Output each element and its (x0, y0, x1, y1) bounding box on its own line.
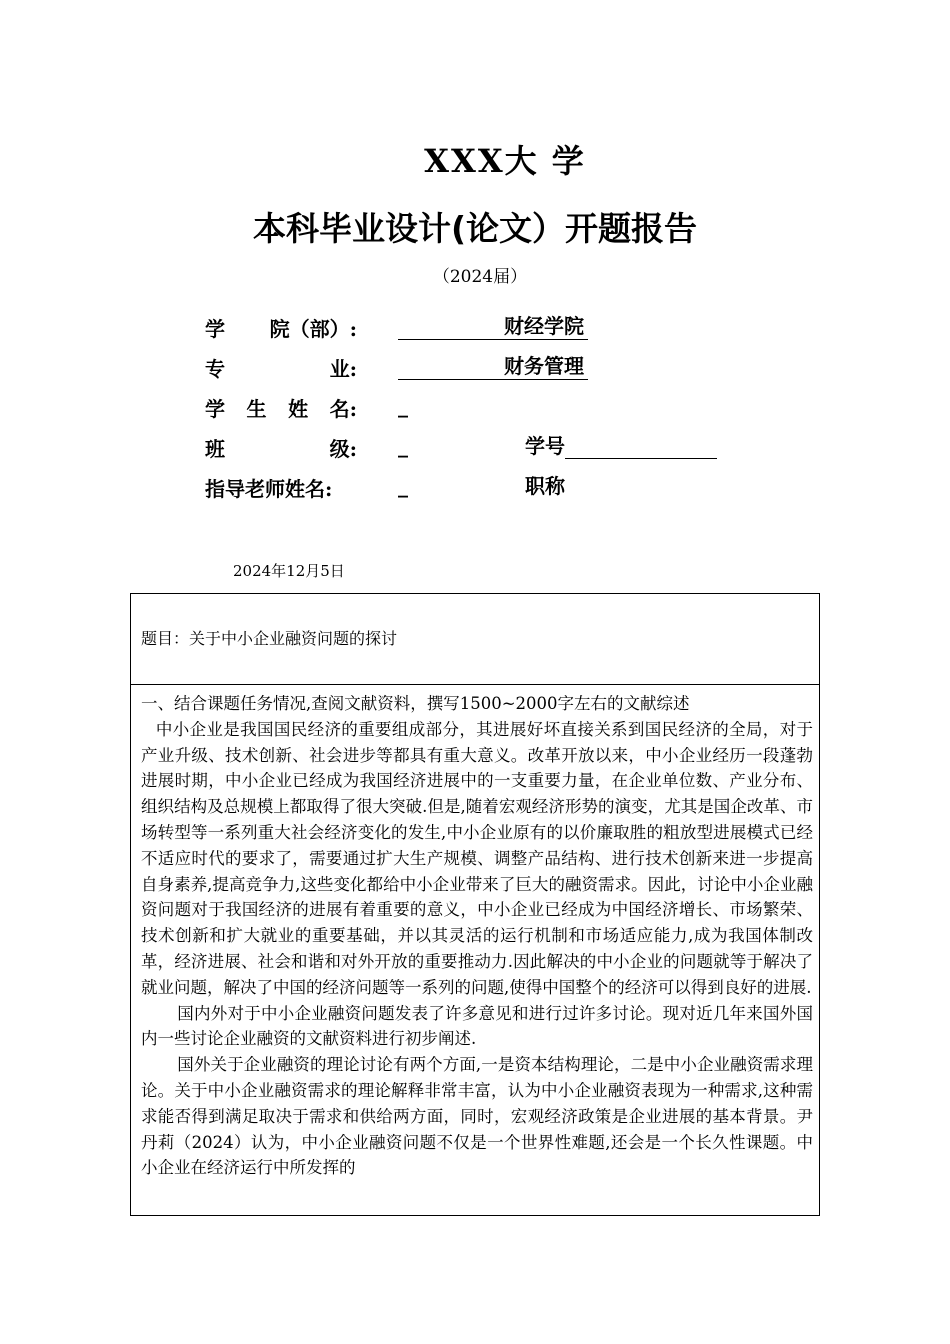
college-label (205, 313, 357, 342)
class-label (205, 433, 357, 462)
class-value: _ (398, 434, 408, 458)
report-year: （2024届） (432, 267, 528, 287)
student-name-label-part: 学 (205, 397, 225, 421)
major-label (205, 353, 357, 382)
student-id-label: 学号 (525, 434, 565, 458)
report-title: 本科毕业设计(论文）开题报告 (252, 209, 698, 248)
college-value: 财经学院 (398, 313, 588, 340)
advisor-label-text: 指导老师姓名: (205, 477, 333, 501)
paragraph: 国外关于企业融资的理论讨论有两个方面,一是资本结构理论，二是中小企业融资需求理论。关于中小企业融资需求的理论解释非常丰富，认为中小企业融资表现为一种需求,这种需求能否得到满足取决于需求和供给两方面，同时，宏观经济政策是企业进展的基本背景。尹丹莉（2024）认为，中小企业融资问题不仅是一个世界性难题,还会是一个长久性课题。中小企业在经济运行中所发挥的 (141, 1055, 813, 1178)
major-label-part: 专 (205, 357, 225, 381)
student-name-label-part: 生 (246, 397, 267, 421)
topic-text: 题目：关于中小企业融资问题的探讨 (141, 629, 398, 648)
major-value: 财务管理 (398, 353, 588, 380)
student-id-field (525, 433, 717, 459)
student-name-value: _ (398, 394, 408, 418)
college-label-part: 学 (205, 317, 225, 341)
paragraph: 国内外对于中小企业融资问题发表了许多意见和进行过许多讨论。现对近几年来国外国内一些讨论企业融资的文献资料进行初步阐述. (141, 1003, 813, 1049)
student-name-label-part: 名: (329, 397, 357, 421)
student-id-line (565, 438, 717, 459)
literature-review-box (130, 684, 820, 1216)
topic-box (130, 593, 820, 685)
student-name-label (205, 393, 357, 422)
class-label-part: 级: (329, 437, 357, 461)
major-label-part: 业: (329, 357, 357, 381)
class-label-part: 班 (205, 437, 225, 461)
student-name-label-part: 姓 (288, 397, 309, 421)
section-heading: 一、结合课题任务情况,查阅文献资料，撰写1500~2000字左右的文献综述 (141, 694, 690, 713)
university-title: XXX大 学 (424, 142, 586, 180)
title-field (525, 473, 565, 499)
college-label-part: 院（部）: (269, 317, 357, 341)
report-date: 2024年12月5日 (233, 562, 345, 580)
paragraph: 中小企业是我国国民经济的重要组成部分，其进展好坏直接关系到国民经济的全局，对于产业升级、技术创新、社会进步等都具有重大意义。改革开放以来，中小企业经历一段蓬勃进展时期，中小企业已经成为我国经济进展中的一支重要力量，在企业单位数、产业分布、组织结构及总规模上都取得了很大突破.但是,随着宏观经济形势的演变，尤其是国企改革、市场转型等一系列重大社会经济变化的发生,中小企业原有的以价廉取胜的粗放型进展模式已经不适应时代的要求了，需要通过扩大生产规模、调整产品结构、进行技术创新来进一步提高自身素养,提高竞争力,这些变化都给中小企业带来了巨大的融资需求。因此，讨论中小企业融资问题对于我国经济的进展有着重要的意义，中小企业已经成为中国经济增长、市场繁荣、技术创新和扩大就业的重要基础，并以其灵活的运行机制和市场适应能力,成为我国体制改革，经济进展、社会和谐和对外开放的重要推动力.因此解决的中小企业的问题就等于解决了就业问题，解决了中国的经济问题等一系列的问题,使得中国整个的经济可以得到良好的进展. (141, 719, 813, 997)
advisor-label (205, 473, 357, 502)
advisor-value: _ (398, 474, 408, 498)
advisor-title-label: 职称 (525, 474, 565, 498)
literature-review-content (141, 691, 813, 1181)
